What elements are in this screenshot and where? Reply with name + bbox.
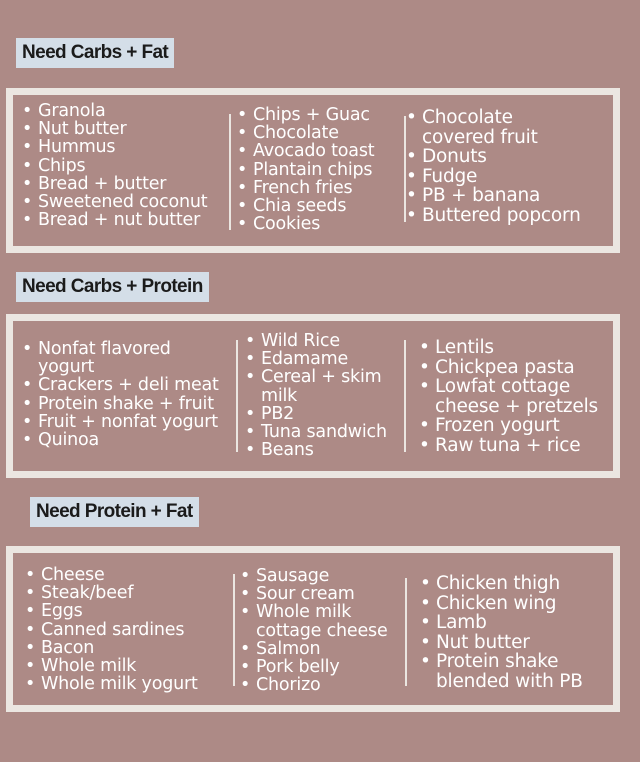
food-list-col-2 xyxy=(245,332,400,459)
list-item: • Eggs xyxy=(25,602,230,620)
list-item: • Plantain chips xyxy=(237,161,402,179)
list-item: • Frozen yogurt xyxy=(419,416,604,436)
list-item: • Granola xyxy=(22,102,232,120)
list-item: • Edamame xyxy=(245,350,400,368)
list-item: • Lentils xyxy=(419,338,604,358)
list-item: • Chicken wing xyxy=(420,594,600,614)
list-item: • Chips + Guac xyxy=(237,106,402,124)
list-item: • Beans xyxy=(245,441,400,459)
column-divider xyxy=(405,578,407,686)
list-item: • Chicken thigh xyxy=(420,574,600,594)
list-item: • Bread + nut butter xyxy=(22,211,232,229)
section-title-carbs-fat: Need Carbs + Fat xyxy=(16,38,174,68)
list-item: • Chocolate covered fruit xyxy=(406,108,586,147)
list-item: • Fruit + nonfat yogurt xyxy=(22,413,232,431)
list-item: • Raw tuna + rice xyxy=(419,436,604,456)
list-item: • Avocado toast xyxy=(237,142,402,160)
list-item: • Sour cream xyxy=(240,585,405,603)
list-item: • PB + banana xyxy=(406,186,586,206)
list-item: • Crackers + deli meat xyxy=(22,376,232,394)
list-item: • Canned sardines xyxy=(25,621,230,639)
food-list-col-1 xyxy=(22,102,232,229)
list-item: • Buttered popcorn xyxy=(406,206,586,226)
list-item: • Lamb xyxy=(420,613,600,633)
list-item: • Sweetened coconut xyxy=(22,193,232,211)
list-item: • Salmon xyxy=(240,640,405,658)
list-item: • Pork belly xyxy=(240,658,405,676)
list-item: • Nut butter xyxy=(22,120,232,138)
column-divider xyxy=(404,340,406,452)
list-item: • PB2 xyxy=(245,405,400,423)
list-item: • Bacon xyxy=(25,639,230,657)
list-item: • Lowfat cottage cheese + pretzels xyxy=(419,377,615,416)
list-item: • Protein shake blended with PB xyxy=(420,652,611,691)
column-divider xyxy=(229,114,231,230)
food-list-col-3 xyxy=(419,338,604,455)
list-item: • Wild Rice xyxy=(245,332,400,350)
list-item: • Nut butter xyxy=(420,633,600,653)
list-item: • Whole milk yogurt xyxy=(25,675,230,693)
list-item: • Tuna sandwich xyxy=(245,423,400,441)
list-item: • Quinoa xyxy=(22,431,232,449)
list-item: • French fries xyxy=(237,179,402,197)
list-item: • Fudge xyxy=(406,167,586,187)
food-list-col-2 xyxy=(240,567,405,694)
list-item: • Whole milk cottage cheese xyxy=(240,603,416,639)
list-item: • Cookies xyxy=(237,215,402,233)
section-title-protein-fat: Need Protein + Fat xyxy=(30,497,199,527)
food-list-col-1 xyxy=(25,566,230,693)
list-item: • Steak/beef xyxy=(25,584,230,602)
food-list-col-3 xyxy=(406,108,586,225)
column-divider xyxy=(236,340,238,452)
food-list-col-1 xyxy=(22,340,232,449)
section-title-carbs-protein: Need Carbs + Protein xyxy=(16,272,209,302)
column-divider xyxy=(233,574,235,686)
list-item: • Cereal + skim milk xyxy=(245,368,401,404)
list-item: • Chorizo xyxy=(240,676,405,694)
list-item: • Chips xyxy=(22,157,232,175)
food-list-col-2 xyxy=(237,106,402,233)
list-item: • Whole milk xyxy=(25,657,230,675)
list-item: • Cheese xyxy=(25,566,230,584)
list-item: • Chocolate xyxy=(237,124,402,142)
list-item: • Protein shake + fruit xyxy=(22,395,232,413)
list-item: • Sausage xyxy=(240,567,405,585)
list-item: • Hummus xyxy=(22,138,232,156)
list-item: • Bread + butter xyxy=(22,175,232,193)
list-item: • Chia seeds xyxy=(237,197,402,215)
list-item: • Nonfat flavored yogurt xyxy=(22,340,208,376)
list-item: • Donuts xyxy=(406,147,586,167)
food-list-col-3 xyxy=(420,574,600,691)
list-item: • Chickpea pasta xyxy=(419,358,604,378)
